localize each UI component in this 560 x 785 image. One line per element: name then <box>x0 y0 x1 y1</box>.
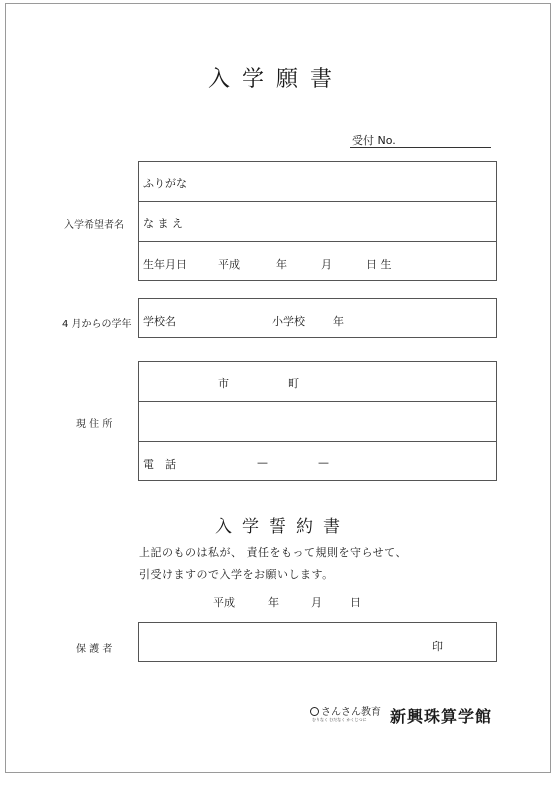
school-type-label: 小学校 <box>272 315 305 328</box>
birthdate-field[interactable] <box>139 242 496 280</box>
phone-dash-1: — <box>257 456 268 469</box>
town-label: 町 <box>288 377 299 390</box>
guardian-label: 保 護 者 <box>76 644 113 655</box>
furigana-label: ふりがな <box>143 177 187 190</box>
pledge-line-2: 引受けますので入学をお願いします。 <box>139 568 334 581</box>
phone-dash-2: — <box>318 456 329 469</box>
phone-label: 電 話 <box>143 458 176 471</box>
school-field[interactable] <box>139 299 496 337</box>
logo-brand: 新興珠算学館 <box>390 707 493 726</box>
birthdate-label: 生年月日 <box>143 258 187 271</box>
logo-subtitle: さんさん教育 <box>310 703 381 718</box>
name-label: な ま え <box>143 217 183 230</box>
birth-month-label: 月 <box>321 258 332 271</box>
city-label: 市 <box>218 377 229 390</box>
birth-day-label: 日 生 <box>366 258 392 271</box>
address-label: 現 住 所 <box>76 419 113 430</box>
birth-year-label: 年 <box>276 258 287 271</box>
receipt-number-line[interactable] <box>350 147 491 148</box>
name-field[interactable] <box>139 202 496 241</box>
pledge-date-era: 平成 <box>213 596 235 609</box>
pledge-line-1: 上記のものは私が、 責任をもって規則を守らせて、 <box>139 546 407 559</box>
pledge-date-month: 月 <box>311 596 322 609</box>
pledge-title: 入学誓約書 <box>215 517 350 537</box>
seal-mark: 印 <box>432 640 443 653</box>
receipt-label: 受付 No. <box>352 134 396 147</box>
furigana-field[interactable] <box>139 162 496 201</box>
logo-tagline: むりなく むだなく かくじつに <box>312 717 367 722</box>
applicant-label: 入学希望者名 <box>64 220 124 231</box>
pledge-date-day: 日 <box>350 596 361 609</box>
form-title: 入学願書 <box>208 67 345 92</box>
school-name-label: 学校名 <box>143 315 176 328</box>
grade-year-label: 年 <box>333 315 344 328</box>
grade-label: 4 月からの学年 <box>62 319 132 330</box>
birth-era: 平成 <box>218 258 240 271</box>
address-line1-field[interactable] <box>139 362 496 401</box>
pledge-date-year: 年 <box>268 596 279 609</box>
address-line2-field[interactable] <box>139 402 496 441</box>
logo-circle-icon <box>310 707 319 716</box>
school-logo <box>310 703 500 727</box>
